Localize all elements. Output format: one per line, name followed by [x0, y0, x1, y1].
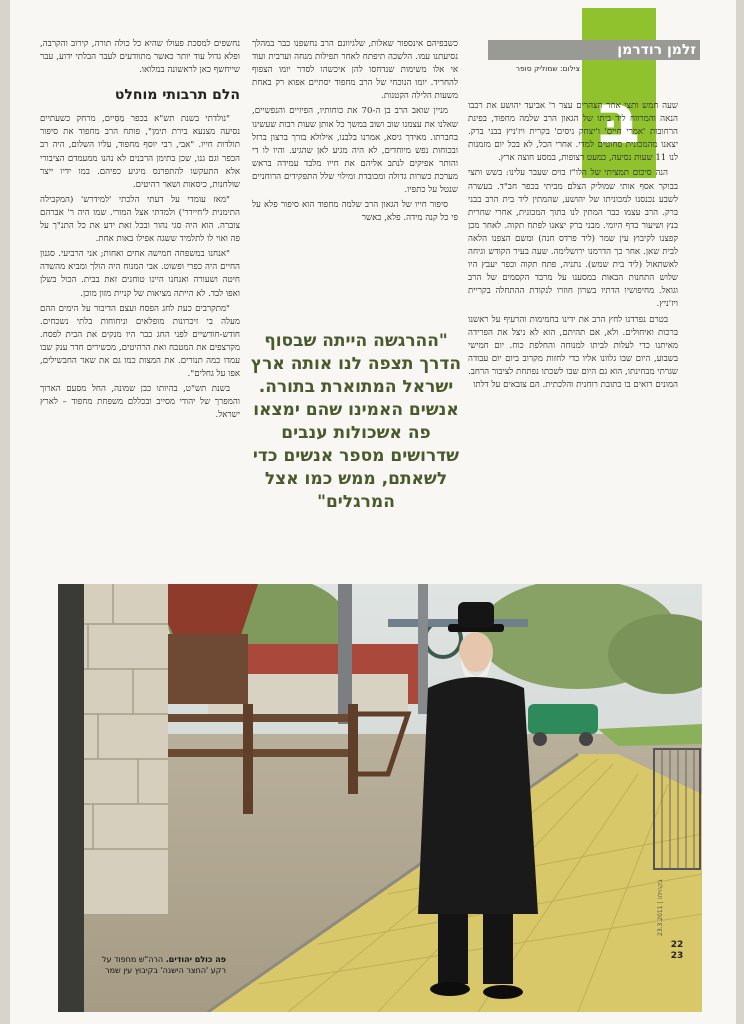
scan-edge-right: [736, 0, 744, 1024]
photo-caption: [86, 954, 226, 976]
paragraph: בשנת תש"ט, בהיותו כבן שמונה, החל מסעם הארוך והמפרך של יהודי מסייב ובכללם משפחת מחפוד – לארץ ישראל.: [40, 384, 240, 421]
metal-pole: [418, 584, 428, 714]
paragraph: "נולדתי בשנת תש"א בכפר מַסִּייִם, מרחק כשעתיים נסיעה מצנעא בירת תימן", פותח הרב מחפוד את סיפור תולדות חייו. "אבי, רבי יוסף מחפוד, עליו השלום, היה רב הכפר וגם גנו, שכן בתימן הרבנים לא נהנו ממעמדם הציבורי אלא התעקשו להתפרנס מיגיע כפיהם. במו ידיו ייצר שולחנות, כיסאות ושאר רהיטים.: [40, 114, 240, 190]
paragraph: שעה חמש ותצי אחר הצהרים עצר ר' אביעד יהושע את רכבו הנאה והמרווח ליד ביתו של הגאון הרב שלמה מחפוד, בפינת הרחובות 'אמרי חיים' ו'יצחק ניסים' בקרית ויז'ניץ בבני ברק. יצאנו מהמכונית סחוטים למדי. אחרי הכל, לא בכל יום מזמנות לנו 11 שעות נסיעה, כמעט רצופות, במסע חוצה ארץ.: [468, 101, 678, 164]
paragraph: "אנחנו במשפחה חמישה אחים ואחות; אני הרביעי. סגנון החיים היה כפרי ופשוט. אבי המנוח היה הולך ומביא מהשדה חיטה ושעורה ואנחנו היינו טוחנים זאת בבית. הכול בשלן ואפו לבד. לא הייתה מציאות של קניית מזון מוכן.: [40, 249, 240, 299]
cart-wheel: [533, 732, 547, 746]
paragraph: "מתקרבים כעת לחג הפסח ועצם הדיבור על הימים ההם מעלה בי זיכרונות מופלאים וניחוחות בלתי נשכחים. חודש-חודשיים לפני החג כבר היו מנקים את הבית לפסח. מקרצפים את המטבח ואת הרהיטים, מכשירים חדר ענק שבו עמדו כמה תנורים. את המצות כמו גם את שאר החבשילים, אפו על גחלים".: [40, 303, 240, 380]
dark-post: [58, 584, 84, 1012]
drop-cap: בּ: [597, 78, 641, 160]
article-column-middle: [252, 38, 458, 294]
caption-text: הרה"ש מחפוד על רקע 'החצר הישנה' בקיבוץ עין שמר: [102, 955, 226, 975]
page-number: 22: [670, 940, 684, 950]
paragraph: בטרם נפרדנו לחץ הרב את ידינו בחמימות והרעיף על ראשנו ברכות ואיחולים. ולא, אם תהיתם, הוא לא ניצל את הפרידה מאיתנו כדי לעלות לביתו למנוחה והחלפת כוח. יום חמישי בשבוע, היום שבו גלוונו אליו כדי לחזות מקרוב ביום יום עבודה שגרתי מבחינתו, הוא גם היום שבו לשכתו נפתחת לציבור הרחב. המונים רואים בו כתובת רוחנית והלכתית. הם צובאים על דלתו: [468, 314, 678, 390]
issue-sidebar-text: בקהילה | 23.3.2011: [657, 879, 664, 936]
paragraph: מניין שואב הרב בן ה-70 את כוחותיו, הפיזיים והנפשיים, שאלנו את עצמנו שוב ושוב במשך כל אותן שעות רבות שעשינו בחברתו. מאידך גיסא, אמרנו בלבנו, אילולא בורך ברצון ברזל ובכוחות נפש מיוחדים, לא היה מגיע לאן שהגיע. והיו לו די והותר אפיקים לנתב אליהם את חייו מלבד עמידה בראש מערכת כשרות גדולה ומכובדת ומילוי שלל התפקידים הרוחניים שנטל על כתפיו.: [252, 106, 458, 196]
paragraph: הנה סיכום תמציתי של הלו"ז בוים שעבר עלינו: בשש ותצי בבוקר אסף אותי שמוליק הצלם מביתי בכפר חב"ד. בעשרה לשבע נכנסנו למכוניתו של יהושע, שהמתין ליד בית הרב בבני ברק. הרב עצמו כבר המתין לנו בתוך המכונית, אחרי שחרית בנץ ושיעור בדף היומי. מבני ברק יצאנו לפתח תקוה. לאחר מכן קפצנו לקיבוץ עין שמר (ליד פרדס חנה) ומשם הצפנו הלאה לבית שאן. אחר כך הדרמנו ירושלימה. שעה בעיר הקודש וגיחה לאשתאול (ליד בית שמש). נתניה, פתח תקוה וכפר יעבץ היו שלוש התחנות הבאות במסענו על מרבד הקסמים של הרב וגואל. מחיפושיו הדתיו בשרון חוזרו לנקודת ההתחלה בקריית ויז'ניץ.: [468, 168, 678, 310]
green-cart: [528, 704, 598, 734]
page-number: 23: [670, 951, 684, 961]
fence-post: [348, 704, 358, 794]
section-subheading: הלם תרבותי מוחלט: [114, 87, 240, 104]
paragraph: "מאז עומדי על דעתי הלכתי 'למידרש' (המקבילה התימנית ל'חיידר') ולמדתי אצל המורי. שמו היה ר' אברהם צוברה. הוא היה סגי נהור ובכל זאת ידע את כל התנ"ך על פה ואוי לו לתלמיד ששגה אפילו באות אחת.: [40, 194, 240, 245]
article-photo: [58, 584, 702, 1012]
page-numbers: [666, 940, 688, 962]
wooden-tower: [168, 634, 248, 704]
scan-edge-left: [0, 0, 10, 1024]
photo-credit: צילום: שמוליק סופר: [515, 64, 580, 73]
author-name: זלמן רודרמן: [617, 42, 696, 58]
cart-wheel: [579, 732, 593, 746]
article-column-left: [40, 38, 240, 578]
pull-quote: "ההרגשה הייתה שבסוף הדרך תצפה לנו אותה ארץ ישראל המתוארת בתורה. אנשים האמינו שהם ימצאו פה אשכולות ענבים שדרושים מספר אנשים כדי לשאתם, ממש כמו אצל המרגלים": [250, 331, 462, 512]
fence-post: [243, 704, 253, 814]
paragraph: כשבפיהם אינספור שאלות, שלגיוונם הרב נחשפנו כבר במהלך נסיעתנו עמו. הלשכה תיפתח לאחר תפילות מנחה וערבית ועוד אי אלו משימות שנדחסו להן איכשהו לסדר יומו הצפוף להחריד. יומו הנוכחי של הרב מחפוד יסתיים אפוא רק באחת משעות הלילה הקטנות.: [252, 39, 458, 102]
paragraph: סיפור חייו של הגאון הרב שלמה מחפוד הוא סיפור פלא על פי כל קנה מידה. פלא, כאשר: [252, 200, 458, 224]
metal-pole: [338, 584, 352, 724]
paragraph: נחשפים למסכת פעולו שהיא כל כולה תורה, קירוב והקרבה, ופלא גדול עוד יותר כאשר מתוודעים לעבר הבלתי ידוע, עבר שייחשף כאן לראשונה במלואו.: [40, 39, 240, 76]
article-column-right: [468, 100, 678, 580]
caption-title: פה כולם יהודים.: [165, 955, 226, 964]
author-bar: [488, 40, 700, 60]
